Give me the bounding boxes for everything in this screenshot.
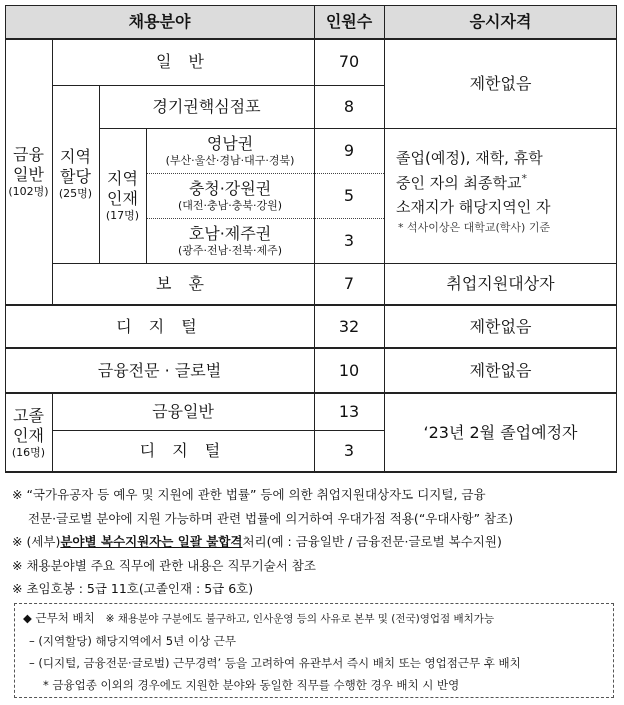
- count-bohun: 7: [343, 274, 355, 293]
- placement-box: [14, 603, 614, 698]
- group-count: (17명): [105, 208, 140, 222]
- group-label: 지역: [107, 168, 138, 188]
- qual-highschool: ‘23년 2월 졸업예정자: [423, 422, 578, 442]
- field-name: 영남권: [206, 133, 254, 153]
- notes: [12, 483, 617, 601]
- qual-line: [396, 170, 617, 195]
- placement-title: ◆ 근무처 배치: [23, 611, 95, 625]
- group-regional: [52, 85, 99, 263]
- header-count: 인원수: [314, 5, 384, 39]
- qual-digital: 제한없음: [469, 316, 532, 336]
- field-general: 일 반: [156, 52, 210, 71]
- placement-title-note: ※ 채용분야 구분에도 불구하고, 인사운영 등의 사유로 본부 및 (전국)영업점 배치가능: [105, 613, 495, 625]
- footnote-mark: *: [521, 172, 527, 186]
- group-count: (16명): [11, 445, 46, 459]
- qual-line: 소재지가 해당지역인 자: [396, 197, 551, 216]
- count-chungcheong: 5: [343, 185, 355, 205]
- note-2-prefix: ※ (세부): [12, 534, 61, 549]
- placement-title-row: [23, 607, 605, 630]
- count-yeongnam: 9: [343, 140, 355, 160]
- qual-line: 졸업(예정), 재학, 휴학: [396, 149, 543, 167]
- qual-line-text: 중인 자의 최종학교: [396, 174, 522, 193]
- count-digital: 32: [338, 316, 360, 336]
- count-honam: 3: [343, 230, 355, 250]
- qual-bohun: 취업지원대상자: [446, 274, 555, 293]
- note-3: ※ 채용분야별 주요 직무에 관한 내용은 직무기술서 참조: [12, 557, 316, 573]
- note-1: ※ “국가유공자 등 예우 및 지원에 관한 법률” 등에 의한 취업지원대상자도 디지털, 금융: [12, 487, 486, 502]
- placement-line: – (디지털, 금융전문·글로벌) 근무경력’ 등을 고려하여 유관부서 즉시 배치 또는 영업점근무 후 배치: [29, 656, 521, 670]
- group-count: (102명): [8, 185, 49, 199]
- group-regional-talent: [99, 128, 146, 263]
- qual-note: * 석사이상은 대학교(학사) 기준: [398, 220, 551, 234]
- field-honam: [146, 218, 314, 263]
- count-global: 10: [338, 360, 360, 380]
- group-label: 지역: [60, 147, 91, 167]
- field-name: 호남·제주권: [188, 223, 272, 243]
- field-sub: (대전·충남·충북·강원): [177, 198, 283, 212]
- field-hs-digital: 디 지 털: [139, 441, 227, 460]
- header-qualification: 응시자격: [384, 5, 617, 39]
- qual-global: 제한없음: [469, 360, 532, 380]
- note-1-cont: 전문·글로벌 분야에 지원 가능하며 관련 법률에 의거하여 우대가점 적용(“우대사항” 참조): [28, 510, 514, 526]
- qual-regional: [384, 128, 617, 263]
- field-sub: (부산·울산·경남·대구·경북): [165, 153, 295, 167]
- field-gyeonggi: 경기권핵심점포: [152, 96, 261, 116]
- field-bohun: 보 훈: [156, 274, 210, 293]
- group-label: 인재: [13, 425, 44, 445]
- field-yeongnam: [146, 128, 314, 173]
- field-chungcheong: [146, 173, 314, 218]
- note-2-emphasis: 분야별 복수지원자는 일괄 불합격: [60, 534, 243, 549]
- field-name: 충청·강원권: [188, 178, 272, 198]
- group-label: 일반: [13, 165, 44, 185]
- count-hs-finance: 13: [338, 401, 360, 421]
- field-global: 금융전문 · 글로벌: [97, 360, 222, 380]
- field-sub: (광주·전남·전북·제주): [177, 243, 283, 257]
- field-digital: 디 지 털: [116, 316, 203, 336]
- group-label: 인재: [107, 188, 138, 208]
- header-field: 채용분야: [5, 5, 314, 39]
- count-general: 70: [338, 52, 360, 71]
- field-hs-finance: 금융일반: [152, 401, 214, 421]
- count-gyeonggi: 8: [343, 96, 355, 116]
- note-2: [12, 530, 617, 554]
- placement-line: – (지역할당) 해당지역에서 5년 이상 근무: [29, 634, 236, 648]
- group-label: 할당: [60, 167, 91, 187]
- note-2-suffix: 처리(예 : 금융일반 / 금융전문·글로벌 복수지원): [242, 534, 502, 549]
- placement-line: * 금융업종 이외의 경우에도 지원한 분야와 동일한 직무를 수행한 경우 배치 시 반영: [43, 678, 460, 692]
- note-4: ※ 초임호봉 : 5급 11호(고졸인재 : 5급 6호): [12, 581, 254, 596]
- group-label: 금융: [13, 145, 44, 165]
- qual-unlimited: 제한없음: [469, 73, 532, 93]
- group-finance-general: [5, 39, 52, 305]
- count-hs-digital: 3: [343, 441, 355, 460]
- group-label: 고졸: [13, 405, 44, 425]
- group-highschool: [5, 393, 52, 472]
- group-count: (25명): [58, 187, 93, 201]
